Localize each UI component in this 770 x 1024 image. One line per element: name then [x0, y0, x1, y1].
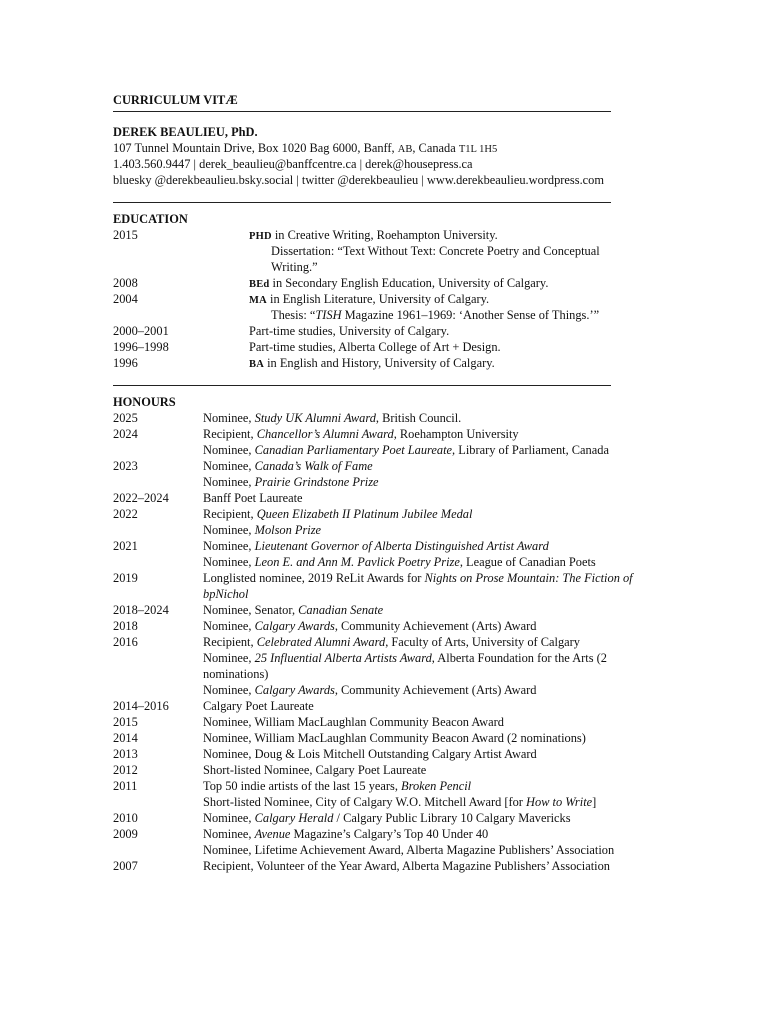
education-item: 2015 PHD in Creative Writing, Roehampton University. — [113, 228, 498, 242]
honour-item: 2011 Top 50 indie artists of the last 15 years, Broken Pencil — [113, 779, 472, 793]
education-item: 2008 BEd in Secondary English Education, University of Calgary. — [113, 276, 549, 290]
honour-item: 2018 Nominee, Calgary Awards, Community Achievement (Arts) Award — [113, 619, 537, 633]
education-detail: Writing.” — [271, 260, 318, 274]
honours-heading: HONOURS — [113, 395, 176, 409]
honour-item: Nominee, Canadian Parliamentary Poet Laureate, Library of Parliament, Canada — [203, 443, 609, 457]
honour-item: Short-listed Nominee, City of Calgary W.O. Mitchell Award [for How to Write] — [203, 795, 597, 809]
honour-item: 2018–2024 Nominee, Senator, Canadian Senate — [113, 603, 384, 617]
honour-item: 2014–2016 Calgary Poet Laureate — [113, 699, 314, 713]
education-detail: Thesis: “TISH Magazine 1961–1969: ‘Another Sense of Things.’” — [271, 308, 600, 322]
honour-item: 2021 Nominee, Lieutenant Governor of Alberta Distinguished Artist Award — [113, 539, 549, 553]
education-item: 1996 BA in English and History, University of Calgary. — [113, 356, 495, 370]
social-line: bluesky @derekbeaulieu.bsky.social | twitter @derekbeaulieu | www.derekbeaulieu.wordpress.com — [113, 173, 605, 187]
honour-item: 2019 Longlisted nominee, 2019 ReLit Awards for Nights on Prose Mountain: The Fiction of — [113, 571, 633, 585]
education-detail: Dissertation: “Text Without Text: Concrete Poetry and Conceptual — [271, 244, 600, 258]
honour-item: 2023 Nominee, Canada’s Walk of Fame — [113, 459, 373, 473]
cv-page — [113, 92, 648, 874]
contact-line: 1.403.560.9447 | derek_beaulieu@banffcentre.ca | derek@housepress.ca — [113, 157, 473, 171]
education-section — [113, 211, 648, 371]
honour-item: 2007 Recipient, Volunteer of the Year Award, Alberta Magazine Publishers’ Association — [113, 859, 610, 873]
honour-item: Nominee, Prairie Grindstone Prize — [203, 475, 379, 489]
honour-item: 2024 Recipient, Chancellor’s Alumni Award, Roehampton University — [113, 427, 519, 441]
honour-item: Nominee, Leon E. and Ann M. Pavlick Poetry Prize, League of Canadian Poets — [203, 555, 596, 569]
honour-item: 2022–2024 Banff Poet Laureate — [113, 491, 303, 505]
honour-item: 2016 Recipient, Celebrated Alumni Award, Faculty of Arts, University of Calgary — [113, 635, 580, 649]
honour-item: 2022 Recipient, Queen Elizabeth II Platinum Jubilee Medal — [113, 507, 473, 521]
honour-item: 2010 Nominee, Calgary Herald / Calgary Public Library 10 Calgary Mavericks — [113, 811, 571, 825]
education-item: 1996–1998 Part-time studies, Alberta College of Art + Design. — [113, 340, 501, 354]
honour-item: 2009 Nominee, Avenue Magazine’s Calgary’s Top 40 Under 40 — [113, 827, 489, 841]
honour-item: 2014 Nominee, William MacLaughlan Community Beacon Award (2 nominations) — [113, 731, 586, 745]
honour-item-continued: nominations) — [203, 667, 269, 681]
honour-item-continued: bpNichol — [203, 587, 249, 601]
honour-item: Nominee, Molson Prize — [203, 523, 322, 537]
author-name: DEREK BEAULIEU, PhD. — [113, 125, 258, 139]
honour-item: 2013 Nominee, Doug & Lois Mitchell Outstanding Calgary Artist Award — [113, 747, 537, 761]
honour-item: 2012 Short-listed Nominee, Calgary Poet Laureate — [113, 763, 427, 777]
honour-item: Nominee, 25 Influential Alberta Artists Award, Alberta Foundation for the Arts (2 — [203, 651, 607, 665]
education-item: 2004 MA in English Literature, University of Calgary. — [113, 292, 490, 306]
education-item: 2000–2001 Part-time studies, University of Calgary. — [113, 324, 450, 338]
honours-section — [113, 394, 648, 874]
honour-item: Nominee, Calgary Awards, Community Achievement (Arts) Award — [203, 683, 537, 697]
education-heading: EDUCATION — [113, 212, 188, 226]
honour-item: 2025 Nominee, Study UK Alumni Award, British Council. — [113, 411, 462, 425]
honour-item: 2015 Nominee, William MacLaughlan Community Beacon Award — [113, 715, 504, 729]
cv-title: CURRICULUM VITÆ — [113, 93, 238, 107]
honour-item: Nominee, Lifetime Achievement Award, Alberta Magazine Publishers’ Association — [203, 843, 615, 857]
address-line: 107 Tunnel Mountain Drive, Box 1020 Bag 6000, Banff, AB, Canada T1L 1H5 — [113, 141, 498, 155]
